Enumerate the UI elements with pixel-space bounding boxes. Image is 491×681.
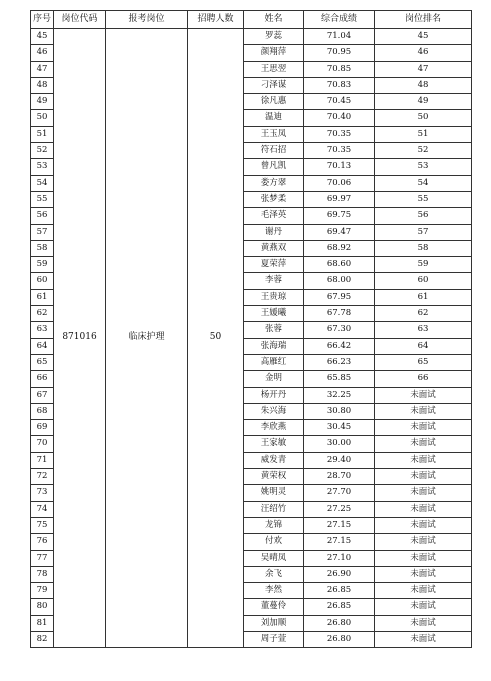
cell-serial: 73 xyxy=(31,485,54,501)
cell-name: 威发青 xyxy=(244,452,304,468)
cell-score: 69.47 xyxy=(304,224,375,240)
cell-score: 71.04 xyxy=(304,29,375,45)
cell-name: 李然 xyxy=(244,583,304,599)
table-body xyxy=(31,29,472,648)
header-score: 综合成绩 xyxy=(304,11,375,29)
cell-serial: 72 xyxy=(31,469,54,485)
cell-score: 27.15 xyxy=(304,517,375,533)
cell-rank: 58 xyxy=(375,240,472,256)
cell-name: 夏荣萍 xyxy=(244,257,304,273)
cell-serial: 76 xyxy=(31,534,54,550)
cell-rank: 62 xyxy=(375,306,472,322)
cell-rank: 未面试 xyxy=(375,583,472,599)
cell-name: 张蓉 xyxy=(244,322,304,338)
cell-serial: 65 xyxy=(31,354,54,370)
cell-score: 65.85 xyxy=(304,371,375,387)
cell-name: 周子萱 xyxy=(244,631,304,647)
cell-score: 28.70 xyxy=(304,469,375,485)
cell-rank: 51 xyxy=(375,126,472,142)
cell-name: 王媛曦 xyxy=(244,306,304,322)
cell-score: 69.75 xyxy=(304,208,375,224)
cell-serial: 49 xyxy=(31,94,54,110)
cell-rank: 未面试 xyxy=(375,452,472,468)
cell-rank: 57 xyxy=(375,224,472,240)
cell-rank: 未面试 xyxy=(375,631,472,647)
cell-serial: 60 xyxy=(31,273,54,289)
cell-score: 27.15 xyxy=(304,534,375,550)
cell-name: 符石招 xyxy=(244,143,304,159)
cell-rank: 52 xyxy=(375,143,472,159)
cell-score: 26.85 xyxy=(304,583,375,599)
cell-rank: 未面试 xyxy=(375,436,472,452)
cell-name: 曾凡凯 xyxy=(244,159,304,175)
cell-score: 70.13 xyxy=(304,159,375,175)
cell-rank: 未面试 xyxy=(375,403,472,419)
cell-serial: 79 xyxy=(31,583,54,599)
cell-rank: 53 xyxy=(375,159,472,175)
cell-score: 70.95 xyxy=(304,45,375,61)
cell-rank: 未面试 xyxy=(375,501,472,517)
cell-rank: 未面试 xyxy=(375,517,472,533)
cell-rank: 59 xyxy=(375,257,472,273)
cell-name: 温迪 xyxy=(244,110,304,126)
cell-name: 刘加顺 xyxy=(244,615,304,631)
cell-serial: 61 xyxy=(31,289,54,305)
cell-rank: 未面试 xyxy=(375,534,472,550)
results-table xyxy=(30,10,472,648)
cell-serial: 63 xyxy=(31,322,54,338)
cell-name: 李欣燕 xyxy=(244,420,304,436)
cell-name: 付欢 xyxy=(244,534,304,550)
cell-score: 69.97 xyxy=(304,191,375,207)
cell-name: 汪绍竹 xyxy=(244,501,304,517)
cell-serial: 59 xyxy=(31,257,54,273)
cell-name: 王思翌 xyxy=(244,61,304,77)
cell-serial: 56 xyxy=(31,208,54,224)
cell-score: 70.83 xyxy=(304,77,375,93)
cell-serial: 54 xyxy=(31,175,54,191)
cell-rank: 未面试 xyxy=(375,615,472,631)
cell-name: 毛泽英 xyxy=(244,208,304,224)
cell-serial: 55 xyxy=(31,191,54,207)
cell-serial: 81 xyxy=(31,615,54,631)
cell-score: 27.10 xyxy=(304,550,375,566)
cell-score: 70.40 xyxy=(304,110,375,126)
cell-rank: 48 xyxy=(375,77,472,93)
cell-rank: 64 xyxy=(375,338,472,354)
cell-serial: 66 xyxy=(31,371,54,387)
cell-rank: 63 xyxy=(375,322,472,338)
cell-name: 黄燕双 xyxy=(244,240,304,256)
cell-score: 70.35 xyxy=(304,143,375,159)
cell-rank: 45 xyxy=(375,29,472,45)
cell-name: 余飞 xyxy=(244,566,304,582)
cell-serial: 51 xyxy=(31,126,54,142)
cell-score: 32.25 xyxy=(304,387,375,403)
cell-score: 70.35 xyxy=(304,126,375,142)
cell-name: 娄方翠 xyxy=(244,175,304,191)
cell-name: 张海瑞 xyxy=(244,338,304,354)
cell-serial: 70 xyxy=(31,436,54,452)
header-rank: 岗位排名 xyxy=(375,11,472,29)
cell-serial: 69 xyxy=(31,420,54,436)
cell-serial: 78 xyxy=(31,566,54,582)
cell-name: 黄荣权 xyxy=(244,469,304,485)
cell-serial: 46 xyxy=(31,45,54,61)
cell-rank: 未面试 xyxy=(375,550,472,566)
header-position: 报考岗位 xyxy=(106,11,188,29)
cell-score: 26.85 xyxy=(304,599,375,615)
cell-name: 徐凡惠 xyxy=(244,94,304,110)
cell-rank: 47 xyxy=(375,61,472,77)
cell-position: 临床护理 xyxy=(106,29,188,648)
cell-rank: 56 xyxy=(375,208,472,224)
cell-rank: 46 xyxy=(375,45,472,61)
cell-serial: 45 xyxy=(31,29,54,45)
cell-score: 67.95 xyxy=(304,289,375,305)
cell-name: 刁泽谋 xyxy=(244,77,304,93)
cell-name: 杨开丹 xyxy=(244,387,304,403)
cell-name: 高雁红 xyxy=(244,354,304,370)
cell-serial: 71 xyxy=(31,452,54,468)
cell-serial: 62 xyxy=(31,306,54,322)
cell-name: 王家敏 xyxy=(244,436,304,452)
cell-serial: 57 xyxy=(31,224,54,240)
cell-serial: 80 xyxy=(31,599,54,615)
cell-name: 金明 xyxy=(244,371,304,387)
cell-name: 吴晴凤 xyxy=(244,550,304,566)
cell-rank: 55 xyxy=(375,191,472,207)
cell-serial: 75 xyxy=(31,517,54,533)
cell-rank: 49 xyxy=(375,94,472,110)
cell-score: 30.00 xyxy=(304,436,375,452)
cell-serial: 68 xyxy=(31,403,54,419)
cell-rank: 未面试 xyxy=(375,485,472,501)
cell-name: 王玉凤 xyxy=(244,126,304,142)
cell-serial: 50 xyxy=(31,110,54,126)
cell-rank: 未面试 xyxy=(375,420,472,436)
cell-score: 66.42 xyxy=(304,338,375,354)
cell-serial: 77 xyxy=(31,550,54,566)
header-serial: 序号 xyxy=(31,11,54,29)
cell-name: 王贵琼 xyxy=(244,289,304,305)
cell-score: 68.60 xyxy=(304,257,375,273)
header-recruit-count: 招聘人数 xyxy=(188,11,244,29)
cell-score: 26.80 xyxy=(304,631,375,647)
table-row xyxy=(31,29,472,45)
cell-rank: 66 xyxy=(375,371,472,387)
cell-rank: 未面试 xyxy=(375,599,472,615)
header-position-code: 岗位代码 xyxy=(54,11,106,29)
cell-serial: 67 xyxy=(31,387,54,403)
cell-name: 姚明灵 xyxy=(244,485,304,501)
cell-rank: 未面试 xyxy=(375,469,472,485)
cell-rank: 61 xyxy=(375,289,472,305)
cell-score: 67.30 xyxy=(304,322,375,338)
cell-score: 70.45 xyxy=(304,94,375,110)
cell-score: 29.40 xyxy=(304,452,375,468)
header-row xyxy=(31,11,472,29)
cell-serial: 52 xyxy=(31,143,54,159)
cell-score: 26.80 xyxy=(304,615,375,631)
cell-name: 龙锦 xyxy=(244,517,304,533)
cell-name: 谢丹 xyxy=(244,224,304,240)
cell-score: 70.06 xyxy=(304,175,375,191)
cell-name: 颜翔萍 xyxy=(244,45,304,61)
cell-name: 朱兴海 xyxy=(244,403,304,419)
cell-serial: 53 xyxy=(31,159,54,175)
cell-serial: 47 xyxy=(31,61,54,77)
cell-serial: 74 xyxy=(31,501,54,517)
cell-score: 66.23 xyxy=(304,354,375,370)
cell-serial: 48 xyxy=(31,77,54,93)
cell-score: 26.90 xyxy=(304,566,375,582)
cell-score: 27.25 xyxy=(304,501,375,517)
cell-name: 张梦柔 xyxy=(244,191,304,207)
cell-score: 70.85 xyxy=(304,61,375,77)
cell-name: 罗蕊 xyxy=(244,29,304,45)
cell-rank: 65 xyxy=(375,354,472,370)
cell-score: 67.78 xyxy=(304,306,375,322)
cell-recruit-count: 50 xyxy=(188,29,244,648)
cell-score: 68.00 xyxy=(304,273,375,289)
header-name: 姓名 xyxy=(244,11,304,29)
cell-score: 68.92 xyxy=(304,240,375,256)
cell-rank: 60 xyxy=(375,273,472,289)
cell-rank: 未面试 xyxy=(375,387,472,403)
cell-serial: 82 xyxy=(31,631,54,647)
cell-serial: 58 xyxy=(31,240,54,256)
cell-score: 30.80 xyxy=(304,403,375,419)
cell-rank: 50 xyxy=(375,110,472,126)
cell-name: 董蔓伶 xyxy=(244,599,304,615)
cell-score: 30.45 xyxy=(304,420,375,436)
cell-rank: 54 xyxy=(375,175,472,191)
cell-name: 李蓉 xyxy=(244,273,304,289)
cell-position-code: 871016 xyxy=(54,29,106,648)
cell-rank: 未面试 xyxy=(375,566,472,582)
cell-score: 27.70 xyxy=(304,485,375,501)
cell-serial: 64 xyxy=(31,338,54,354)
